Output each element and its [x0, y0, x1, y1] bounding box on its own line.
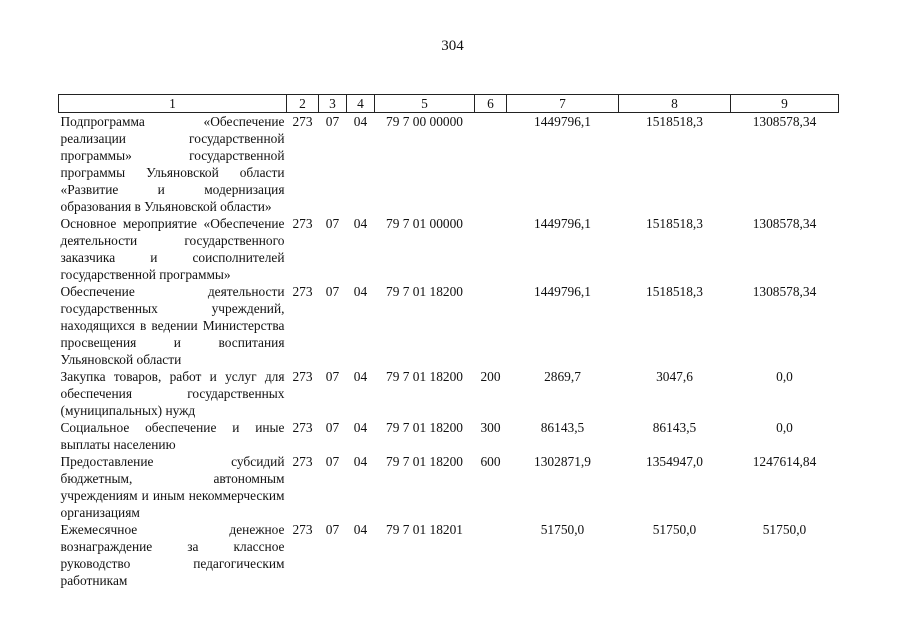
cell-amount-9: 0,0	[776, 420, 793, 435]
cell-target-article: 79 7 01 18201	[386, 522, 463, 537]
cell-amount-9: 1308578,34	[752, 216, 817, 231]
cell-section: 07	[325, 369, 340, 384]
column-header: 5	[375, 95, 475, 113]
row-name: Обеспечение деятельности государственных учреждений, находящихся в ведении Министерства просвещения и воспитания Ульяновской области	[60, 284, 285, 367]
row-name: Ежемесячное денежное вознаграждение за классное руководство педагогическим работникам	[60, 522, 285, 588]
cell-target-article: 79 7 01 00000	[386, 216, 463, 231]
table-row	[59, 283, 839, 368]
cell-section: 07	[325, 216, 340, 231]
cell-amount-8: 1354947,0	[646, 454, 703, 469]
cell-expense-type: 300	[480, 420, 501, 435]
cell-amount-7: 1449796,1	[534, 284, 591, 299]
cell-subsection: 04	[353, 454, 368, 469]
header-row	[59, 95, 839, 113]
cell-admin-code: 273	[292, 420, 313, 435]
cell-amount-7: 86143,5	[540, 420, 585, 435]
cell-expense-type	[475, 283, 507, 368]
table-row	[59, 215, 839, 283]
cell-admin-code: 273	[292, 114, 313, 129]
cell-expense-type: 200	[480, 369, 501, 384]
row-name: Подпрограмма «Обеспечение реализации государственной программы» государственной программы Ульяновской области «Развитие и модернизация образования в Ульяновской области»	[60, 114, 285, 214]
cell-admin-code: 273	[292, 454, 313, 469]
cell-target-article: 79 7 00 00000	[386, 114, 463, 129]
cell-expense-type	[475, 113, 507, 216]
cell-section: 07	[325, 420, 340, 435]
cell-section: 07	[325, 114, 340, 129]
cell-expense-type	[475, 521, 507, 589]
cell-amount-9: 0,0	[776, 369, 793, 384]
table-row	[59, 368, 839, 419]
cell-subsection: 04	[353, 522, 368, 537]
budget-table	[58, 94, 839, 589]
cell-subsection: 04	[353, 420, 368, 435]
cell-target-article: 79 7 01 18200	[386, 454, 463, 469]
cell-amount-8: 51750,0	[652, 522, 697, 537]
column-header: 9	[731, 95, 839, 113]
cell-amount-8: 1518518,3	[646, 216, 703, 231]
cell-section: 07	[325, 284, 340, 299]
column-header: 7	[507, 95, 619, 113]
cell-section: 07	[325, 522, 340, 537]
table-row	[59, 453, 839, 521]
column-header: 4	[347, 95, 375, 113]
row-name: Предоставление субсидий бюджетным, автономным учреждениям и иным некоммерческим организациям	[60, 454, 285, 520]
cell-admin-code: 273	[292, 522, 313, 537]
table-row	[59, 113, 839, 216]
column-header: 8	[619, 95, 731, 113]
column-header: 2	[287, 95, 319, 113]
cell-subsection: 04	[353, 216, 368, 231]
cell-amount-8: 86143,5	[652, 420, 697, 435]
column-header: 6	[475, 95, 507, 113]
row-name: Основное мероприятие «Обеспечение деятельности государственного заказчика и соисполнителей государственной программы»	[60, 216, 285, 282]
cell-amount-8: 3047,6	[656, 369, 693, 384]
cell-amount-9: 51750,0	[762, 522, 807, 537]
column-header: 3	[319, 95, 347, 113]
cell-admin-code: 273	[292, 216, 313, 231]
cell-amount-7: 51750,0	[540, 522, 585, 537]
cell-expense-type: 600	[480, 454, 501, 469]
cell-amount-9: 1247614,84	[752, 454, 817, 469]
cell-amount-8: 1518518,3	[646, 114, 703, 129]
row-name: Социальное обеспечение и иные выплаты населению	[60, 420, 285, 452]
cell-amount-7: 2869,7	[544, 369, 581, 384]
cell-subsection: 04	[353, 369, 368, 384]
cell-target-article: 79 7 01 18200	[386, 369, 463, 384]
cell-amount-8: 1518518,3	[646, 284, 703, 299]
row-name: Закупка товаров, работ и услуг для обеспечения государственных (муниципальных) нужд	[60, 369, 285, 418]
cell-admin-code: 273	[292, 369, 313, 384]
cell-amount-7: 1449796,1	[534, 216, 591, 231]
cell-subsection: 04	[353, 284, 368, 299]
cell-amount-7: 1449796,1	[534, 114, 591, 129]
column-header: 1	[59, 95, 287, 113]
table-row	[59, 521, 839, 589]
cell-expense-type	[475, 215, 507, 283]
cell-target-article: 79 7 01 18200	[386, 420, 463, 435]
table-row	[59, 419, 839, 453]
cell-target-article: 79 7 01 18200	[386, 284, 463, 299]
cell-amount-9: 1308578,34	[752, 284, 817, 299]
cell-amount-9: 1308578,34	[752, 114, 817, 129]
page-number: 304	[441, 38, 464, 54]
cell-section: 07	[325, 454, 340, 469]
cell-subsection: 04	[353, 114, 368, 129]
cell-admin-code: 273	[292, 284, 313, 299]
cell-amount-7: 1302871,9	[534, 454, 591, 469]
